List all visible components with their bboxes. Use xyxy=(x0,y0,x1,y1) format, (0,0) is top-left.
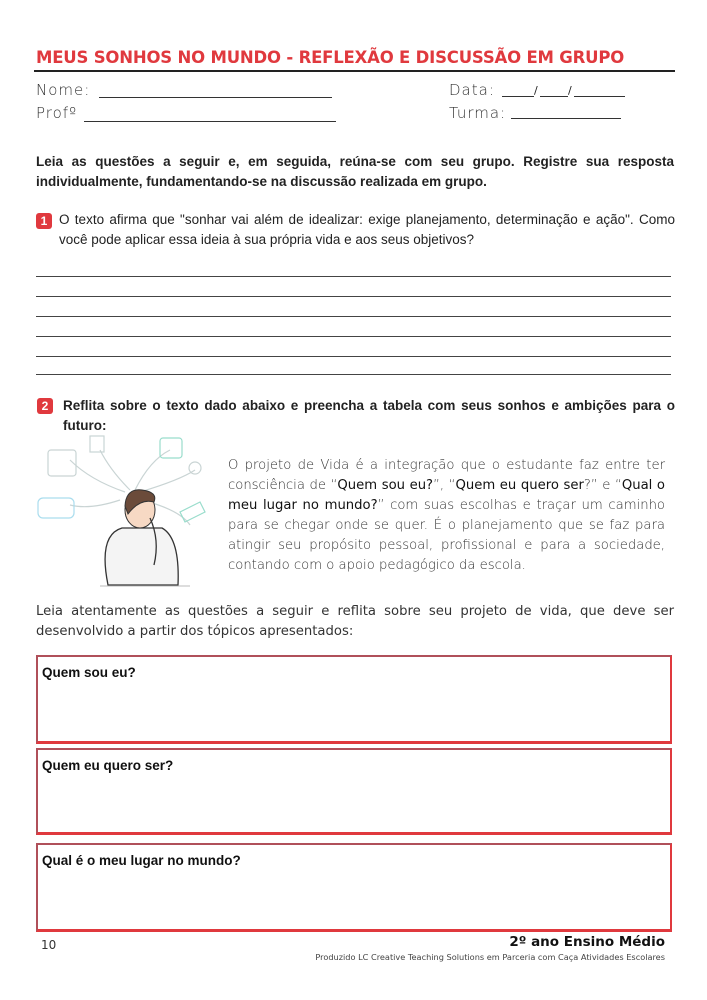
date-sep: / xyxy=(568,84,572,97)
passage-text: ” com suas escolhas e traçar um caminho para se chegar onde se quer. É o planejamento que se faz para atingir seu propósito pessoal, profissional e para a sociedade, contando com o apoio pedagógico da escola. xyxy=(228,498,666,573)
question-2-text: Reflita sobre o texto dado abaixo e preencha a tabela com seus sonhos e ambições para o futuro: xyxy=(63,398,675,433)
date-day-field[interactable] xyxy=(502,96,534,97)
life-project-passage xyxy=(228,456,665,576)
answer-box-who-am-i[interactable] xyxy=(36,655,672,744)
passage-text: ”, “ xyxy=(433,478,456,493)
thinking-person-illustration xyxy=(30,430,215,595)
passage-emphasis: Qual o meu lugar no mundo? xyxy=(228,478,665,513)
page-number: 10 xyxy=(41,938,57,952)
box-label: Quem eu quero ser? xyxy=(42,758,174,773)
date-year-field[interactable] xyxy=(574,96,625,97)
answer-line[interactable] xyxy=(36,276,671,277)
date-month-field[interactable] xyxy=(540,96,568,97)
teacher-field[interactable] xyxy=(84,121,336,122)
teacher-label: Profº xyxy=(36,104,78,122)
credit-line: Produzido LC Creative Teaching Solutions em Parceria com Caça Atividades Escolares xyxy=(315,952,665,962)
answer-line[interactable] xyxy=(36,356,671,357)
passage-text: O projeto de Vida é a integração que o estudante faz entre ter consciência de “ xyxy=(228,458,665,493)
passage-emphasis: Quem sou eu? xyxy=(337,478,434,493)
question-number-badge: 1 xyxy=(36,213,52,229)
box-label: Qual é o meu lugar no mundo? xyxy=(42,853,241,868)
name-label: Nome: xyxy=(36,81,91,99)
grade-label: 2º ano Ensino Médio xyxy=(509,934,665,950)
answer-line[interactable] xyxy=(36,336,671,337)
date-label: Data: xyxy=(449,81,495,99)
question-number-badge: 2 xyxy=(37,398,53,414)
answer-line[interactable] xyxy=(36,296,671,297)
date-sep: / xyxy=(534,84,538,97)
answer-line[interactable] xyxy=(36,374,671,375)
page-title: MEUS SONHOS NO MUNDO - REFLEXÃO E DISCUSSÃO EM GRUPO xyxy=(36,48,625,67)
name-field[interactable] xyxy=(99,97,332,98)
answer-box-my-place[interactable] xyxy=(36,843,672,932)
class-label: Turma: xyxy=(449,104,507,122)
instructions: Leia as questões a seguir e, em seguida, reúna-se com seu grupo. Registre sua resposta individualmente, fundamentando-se na discussão realizada em grupo. xyxy=(36,154,674,189)
passage-emphasis: Quem eu quero ser xyxy=(455,478,584,493)
title-divider xyxy=(34,70,675,72)
class-field[interactable] xyxy=(511,118,621,119)
answer-box-who-i-want-to-be[interactable] xyxy=(36,748,672,835)
answer-line[interactable] xyxy=(36,316,671,317)
question-1-text: O texto afirma que "sonhar vai além de idealizar: exige planejamento, determinação e ação". Como você pode aplicar essa ideia à sua própria vida e aos seus objetivos? xyxy=(59,212,675,247)
reflection-instructions: Leia atentamente as questões a seguir e reflita sobre seu projeto de vida, que deve ser desenvolvido a partir dos tópicos apresentados: xyxy=(36,604,674,639)
box-label: Quem sou eu? xyxy=(42,665,136,680)
passage-text: ?” e “ xyxy=(583,478,622,493)
